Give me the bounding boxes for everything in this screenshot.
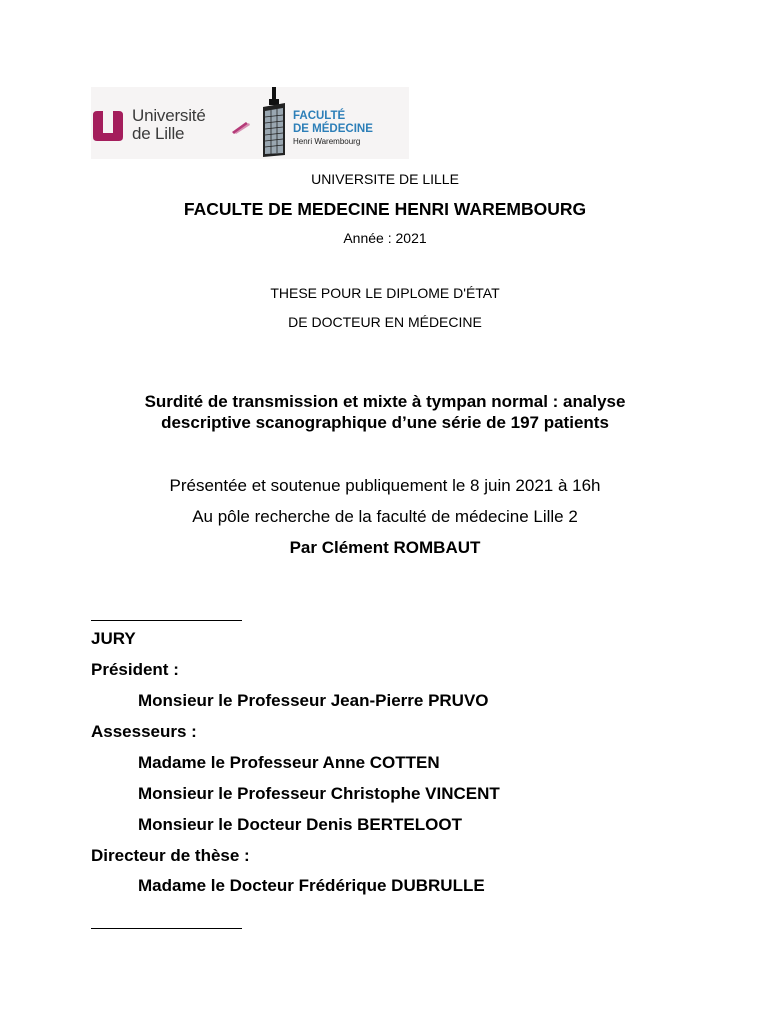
faculty-logo-subtitle: Henri Warembourg — [293, 137, 361, 146]
thesis-type-line2: DE DOCTEUR EN MÉDECINE — [288, 314, 482, 330]
assessor-name: Madame le Professeur Anne COTTEN — [138, 753, 440, 772]
university-label: UNIVERSITE DE LILLE — [311, 171, 459, 187]
university-logo-line1: Université — [132, 106, 206, 125]
bottom-divider — [91, 928, 242, 929]
university-logo-text — [132, 107, 206, 143]
thesis-title-line2: descriptive scanographique d’une série de 197 patients — [161, 413, 609, 432]
faculty-logo-line2: DE MÉDECINE — [293, 123, 373, 135]
assessor-name: Monsieur le Professeur Christophe VINCENT — [138, 784, 500, 803]
faculty-logo-text — [293, 110, 373, 136]
faculty-title: FACULTE DE MEDECINE HENRI WAREMBOURG — [183, 199, 587, 219]
president-name: Monsieur le Professeur Jean-Pierre PRUVO — [138, 691, 489, 710]
universite-de-lille-logo-icon — [91, 109, 125, 143]
top-divider — [91, 620, 242, 621]
defense-place: Au pôle recherche de la faculté de médecine Lille 2 — [192, 507, 578, 526]
assessors-label: Assesseurs : — [91, 722, 197, 741]
academic-year: Année : 2021 — [343, 230, 427, 246]
thesis-title-line1: Surdité de transmission et mixte à tympan normal : analyse — [144, 392, 626, 411]
author-name: Par Clément ROMBAUT — [289, 538, 481, 557]
logo-separator-icon — [232, 120, 250, 134]
defense-date: Présentée et soutenue publiquement le 8 juin 2021 à 16h — [169, 476, 601, 495]
director-label: Directeur de thèse : — [91, 846, 250, 865]
president-label: Président : — [91, 660, 179, 679]
director-name: Madame le Docteur Frédérique DUBRULLE — [138, 876, 485, 895]
university-logo-line2: de Lille — [132, 124, 185, 143]
logo-banner — [91, 87, 409, 159]
faculty-building-icon — [259, 87, 289, 159]
faculty-logo-line1: FACULTÉ — [293, 110, 346, 122]
thesis-type-line1: THESE POUR LE DIPLOME D'ÉTAT — [270, 285, 500, 301]
jury-heading: JURY — [91, 629, 136, 648]
assessor-name: Monsieur le Docteur Denis BERTELOOT — [138, 815, 462, 834]
